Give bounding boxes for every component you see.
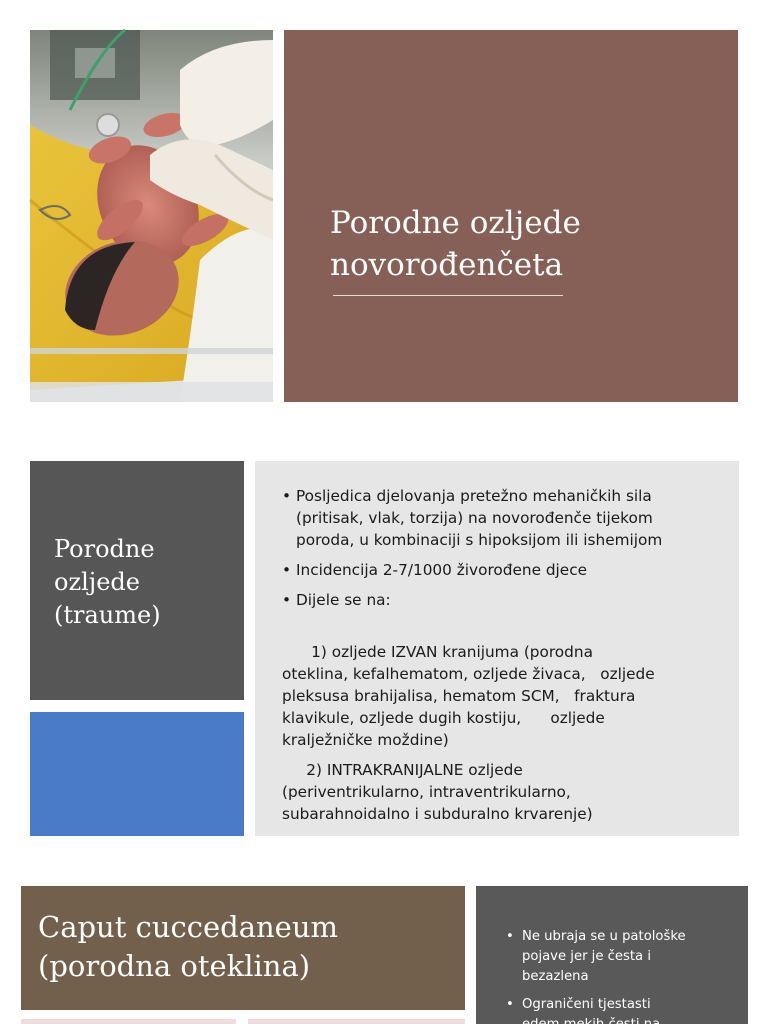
- bullet-text-line: bezazlena: [522, 969, 589, 984]
- bullet-text-line: Ne ubraja se u patološke: [522, 929, 686, 944]
- slide2-accent-block: [30, 712, 244, 836]
- bullet-text-line: Ograničeni tjestasti: [522, 997, 651, 1012]
- newborn-photo-illustration: [30, 30, 273, 402]
- slide3-title-panel: [21, 886, 465, 1010]
- list-item: [506, 995, 734, 1035]
- sub-item-line: klavikule, ozljede dugih kostiju, ozljede: [282, 709, 605, 727]
- list-item: [282, 559, 715, 581]
- slide2-bullet-list: [282, 485, 715, 611]
- slide3-image-placeholder: [248, 1019, 465, 1024]
- title-underline-divider: [333, 295, 563, 296]
- sub-item-line: 2) INTRAKRANIJALNE ozljede: [282, 761, 523, 779]
- slide1-title-line: Porodne ozljede: [330, 205, 581, 241]
- slide2-heading-line: ozljede: [54, 568, 140, 596]
- bullet-text-line: Posljedica djelovanja pretežno mehaničkih sila: [296, 487, 652, 505]
- slide3-title: [38, 908, 338, 986]
- slide1-title: [330, 202, 710, 286]
- sub-item-line: (periventrikularno, intraventrikularno,: [282, 783, 571, 801]
- bullet-text-line: Dijele se na:: [296, 591, 391, 609]
- list-item: [506, 927, 734, 987]
- newborn-photo: [30, 30, 273, 402]
- bullet-icon: •: [282, 487, 292, 505]
- slide2-heading-panel: [30, 461, 244, 700]
- bullet-text-line: edem mekih česti na: [522, 1017, 661, 1032]
- slide2-heading: [54, 533, 161, 632]
- sub-item-intracranial: [282, 759, 715, 825]
- slide1-title-line: novorođenčeta: [330, 247, 564, 283]
- sub-item-line: 1) ozljede IZVAN kranijuma (porodna: [282, 643, 593, 661]
- bullet-text-line: Incidencija 2-7/1000 živorođene djece: [296, 561, 588, 579]
- bullet-icon: •: [282, 561, 292, 579]
- bullet-icon: •: [506, 997, 514, 1012]
- slide1-title-panel: [284, 30, 738, 402]
- bullet-text-line: pojave jer je česta i: [522, 949, 651, 964]
- bullet-icon: •: [282, 591, 292, 609]
- slide3-title-line: Caput cuccedaneum: [38, 910, 339, 944]
- list-item: [282, 589, 715, 611]
- slide2-heading-line: (traume): [54, 601, 161, 629]
- slide2-content-panel: [255, 461, 739, 836]
- sub-item-line: subarahnoidalno i subduralno krvarenje): [282, 805, 593, 823]
- sub-item-line: kralježničke moždine): [282, 731, 449, 749]
- sub-item-extracranial: [282, 619, 715, 751]
- bullet-text-line: poroda, u kombinaciji s hipoksijom ili ishemijom: [296, 531, 663, 549]
- bullet-text-line: (pritisak, vlak, torzija) na novorođenče tijekom: [296, 509, 653, 527]
- sub-item-line: pleksusa brahijalisa, hematom SCM, fraktura: [282, 687, 636, 705]
- slide3-title-line: (porodna oteklina): [38, 949, 311, 983]
- slide3-image-placeholder: [21, 1019, 236, 1024]
- list-item: [282, 485, 715, 551]
- slide2-heading-line: Porodne: [54, 535, 155, 563]
- slide3-bullet-list: [506, 927, 734, 1035]
- sub-item-line: oteklina, kefalhematom, ozljede živaca, ozljede: [282, 665, 655, 683]
- bullet-icon: •: [506, 929, 514, 944]
- slide3-bullets-panel: [476, 886, 748, 1032]
